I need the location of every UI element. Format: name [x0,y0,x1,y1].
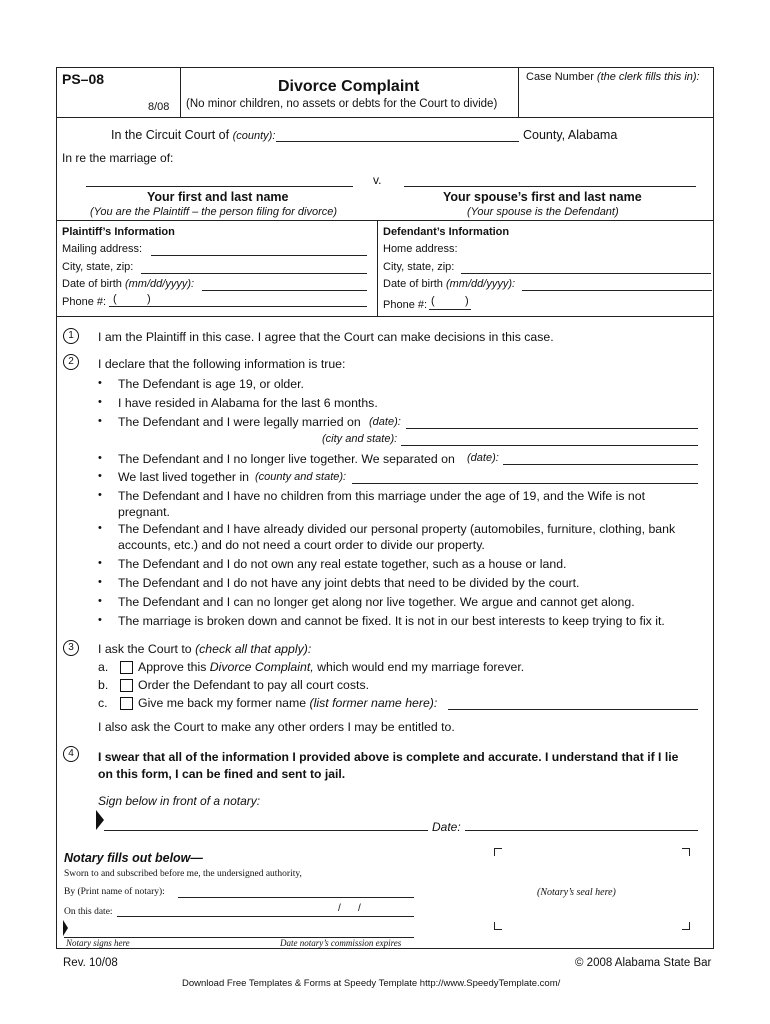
county-field[interactable] [276,141,519,142]
bullet-dot: • [98,470,102,482]
section-2-text: I declare that the following information is true: [98,357,346,371]
option-c-hint: (list former name here): [309,696,438,710]
option-c-checkbox[interactable] [120,697,133,710]
seal-corner-br [682,922,690,930]
declaration-item: The Defendant and I do not have any joint debts that need to be divided by the court. [118,576,580,590]
sign-date-field[interactable] [465,830,698,831]
download-notice[interactable]: Download Free Templates & Forms at Speedy Template http://www.SpeedyTemplate.com/ [182,978,561,989]
court-prefix [111,128,275,142]
plaintiff-mailing-label: Mailing address: [62,243,143,255]
defendant-dob-text: Date of birth [383,278,443,290]
section-3-also: I also ask the Court to make any other orders I may be entitled to. [98,720,455,734]
declaration-item: The Defendant and I have already divided our personal property (automobiles, furniture, clothing, bank [118,522,676,536]
plaintiff-phone-field[interactable] [109,306,367,307]
bullet-dot: • [98,396,102,408]
bullet-dot: • [98,557,102,569]
bullet-dot: • [98,614,102,626]
separated-date-field[interactable] [503,464,698,465]
date-code: 8/08 [148,101,170,113]
oath-line-1: I swear that all of the information I provided above is complete and accurate. I understand that if I lie [98,750,679,764]
plaintiff-dob-field[interactable] [202,290,367,291]
seal-corner-tr [682,848,690,856]
option-a-post: which would end my marriage forever. [317,660,525,674]
names-bottom-rule [56,220,713,221]
declaration-item: The Defendant and I were legally married on [118,415,361,429]
option-a-letter: a. [98,660,109,674]
option-a-italic: Divorce Complaint, [209,660,314,674]
option-b-checkbox[interactable] [120,679,133,692]
option-b-label: Order the Defendant to pay all court costs. [138,678,370,692]
page-title: Divorce Complaint [278,78,420,95]
plaintiff-phone-close: ) [147,293,151,305]
section-1-marker: 1 [63,328,79,344]
plaintiff-note: (You are the Plaintiff – the person filing for divorce) [90,206,338,218]
married-date-field[interactable] [406,428,698,429]
option-c-label [138,696,437,710]
plaintiff-dob-format: (mm/dd/yyyy): [124,278,195,290]
plaintiff-signature-field[interactable] [104,830,428,831]
notary-date-field[interactable] [117,916,414,917]
declaration-item: We last lived together in [118,470,250,484]
notary-date-slash-2: / [358,903,361,914]
defendant-dob-label [383,278,515,290]
notary-date-label: On this date: [64,907,113,917]
plaintiff-info-heading: Plaintiff’s Information [62,226,175,238]
plaintiff-dob-text: Date of birth [62,278,122,290]
defendant-phone-close: ) [465,295,469,307]
option-c-letter: c. [98,696,108,710]
declaration-item: I have resided in Alabama for the last 6 months. [118,396,378,410]
defendant-dob-field[interactable] [522,290,712,291]
defendant-phone-field[interactable] [429,309,471,310]
section-3-lead: I ask the Court to [98,642,192,656]
court-prefix-text: In the Circuit Court of [111,128,230,142]
declaration-item: The Defendant is age 19, or older. [118,377,304,391]
notary-by-label: By (Print name of notary): [64,887,165,897]
court-suffix: County, Alabama [523,128,618,142]
section-3-text [98,642,311,656]
separated-date-hint: (date): [467,452,499,464]
bullet-dot: • [98,522,102,534]
revision: Rev. 10/08 [63,957,118,969]
subtitle: (No minor children, no assets or debts for the Court to divide) [186,98,498,110]
seal-corner-tl [494,848,502,856]
bullet-dot: • [98,452,102,464]
section-2-marker: 2 [63,354,79,370]
copyright: © 2008 Alabama State Bar [575,957,712,969]
option-a-pre: Approve this [138,660,207,674]
plaintiff-dob-label [62,278,194,290]
defendant-name-field[interactable] [404,186,696,187]
section-3-hint: (check all that apply): [195,642,312,656]
last-lived-field[interactable] [352,483,698,484]
declaration-item: The Defendant and I can no longer get along nor live together. We argue and cannot get along. [118,595,635,609]
option-a-checkbox[interactable] [120,661,133,674]
option-b-letter: b. [98,678,109,692]
section-1-text: I am the Plaintiff in this case. I agree that the Court can make decisions in this case. [98,330,554,344]
plaintiff-city-field[interactable] [141,273,367,274]
notary-seal-label: (Notary’s seal here) [537,887,616,898]
defendant-home-label: Home address: [383,243,458,255]
defendant-dob-format: (mm/dd/yyyy): [445,278,516,290]
notary-sworn: Sworn to and subscribed before me, the undersigned authority, [64,869,302,879]
header-divider-right [518,67,519,117]
bullet-dot: • [98,595,102,607]
declaration-item-continued: pregnant. [118,505,170,519]
versus: v. [373,173,382,187]
married-place-field[interactable] [401,445,698,446]
married-place-hint: (city and state): [322,433,398,445]
declaration-item: The Defendant and I no longer live together. We separated on [118,452,455,466]
defendant-city-label: City, state, zip: [383,261,455,273]
bullet-dot: • [98,489,102,501]
bullet-dot: • [98,415,102,427]
notary-date-slash-1: / [338,903,341,914]
info-divider [377,220,378,316]
plaintiff-name-field[interactable] [86,186,353,187]
plaintiff-phone-label: Phone #: [62,296,107,308]
sign-arrow-icon [96,810,104,830]
sign-prompt: Sign below in front of a notary: [98,794,261,808]
oath-line-2: on this form, I can be fined and sent to jail. [98,767,346,781]
case-number-label[interactable] [526,71,700,83]
notary-commission-label: Date notary’s commission expires [280,938,402,948]
header-divider-left [180,67,181,117]
court-county-hint: (county): [232,130,276,142]
last-lived-hint: (county and state): [255,471,347,483]
defendant-phone-label: Phone #: [383,299,428,311]
notary-name-field[interactable] [178,897,414,898]
declaration-item: The Defendant and I do not own any real estate together, such as a house or land. [118,557,567,571]
declaration-item: The marriage is broken down and cannot be fixed. It is not in our best interests to keep trying to fix it. [118,614,665,628]
notary-heading: Notary fills out below— [64,851,203,865]
defendant-note: (Your spouse is the Defendant) [467,206,619,218]
info-bottom-rule [56,316,713,317]
sign-date-label: Date: [432,820,461,834]
bullet-dot: • [98,576,102,588]
former-name-field[interactable] [448,709,698,710]
plaintiff-phone-open: ( [113,293,117,305]
defendant-city-field[interactable] [461,273,711,274]
declaration-item-continued: accounts, etc.) and do not need a court order to divide our property. [118,538,485,552]
notary-signs-label: Notary signs here [66,938,130,948]
form-id: PS–08 [62,71,105,87]
defendant-phone-open: ( [431,295,435,307]
option-c-text: Give me back my former name [138,696,307,710]
defendant-name-label: Your spouse’s first and last name [443,190,642,204]
defendant-info-heading: Defendant’s Information [383,226,510,238]
bullet-dot: • [98,377,102,389]
married-date-hint: (date): [369,416,401,428]
plaintiff-name-label: Your first and last name [147,190,289,204]
plaintiff-mailing-field[interactable] [151,255,367,256]
declaration-item: The Defendant and I have no children from this marriage under the age of 19, and the Wife is not [118,489,646,503]
case-number-text: Case Number [526,71,594,83]
case-number-note: (the clerk fills this in): [596,71,700,83]
plaintiff-city-label: City, state, zip: [62,261,134,273]
notary-sign-arrow-icon [63,920,68,936]
seal-corner-bl [494,922,502,930]
header-bottom-rule [56,117,713,118]
in-re-label: In re the marriage of: [62,151,174,165]
section-3-marker: 3 [63,640,79,656]
section-4-marker: 4 [63,746,79,762]
option-a-label [138,660,524,674]
